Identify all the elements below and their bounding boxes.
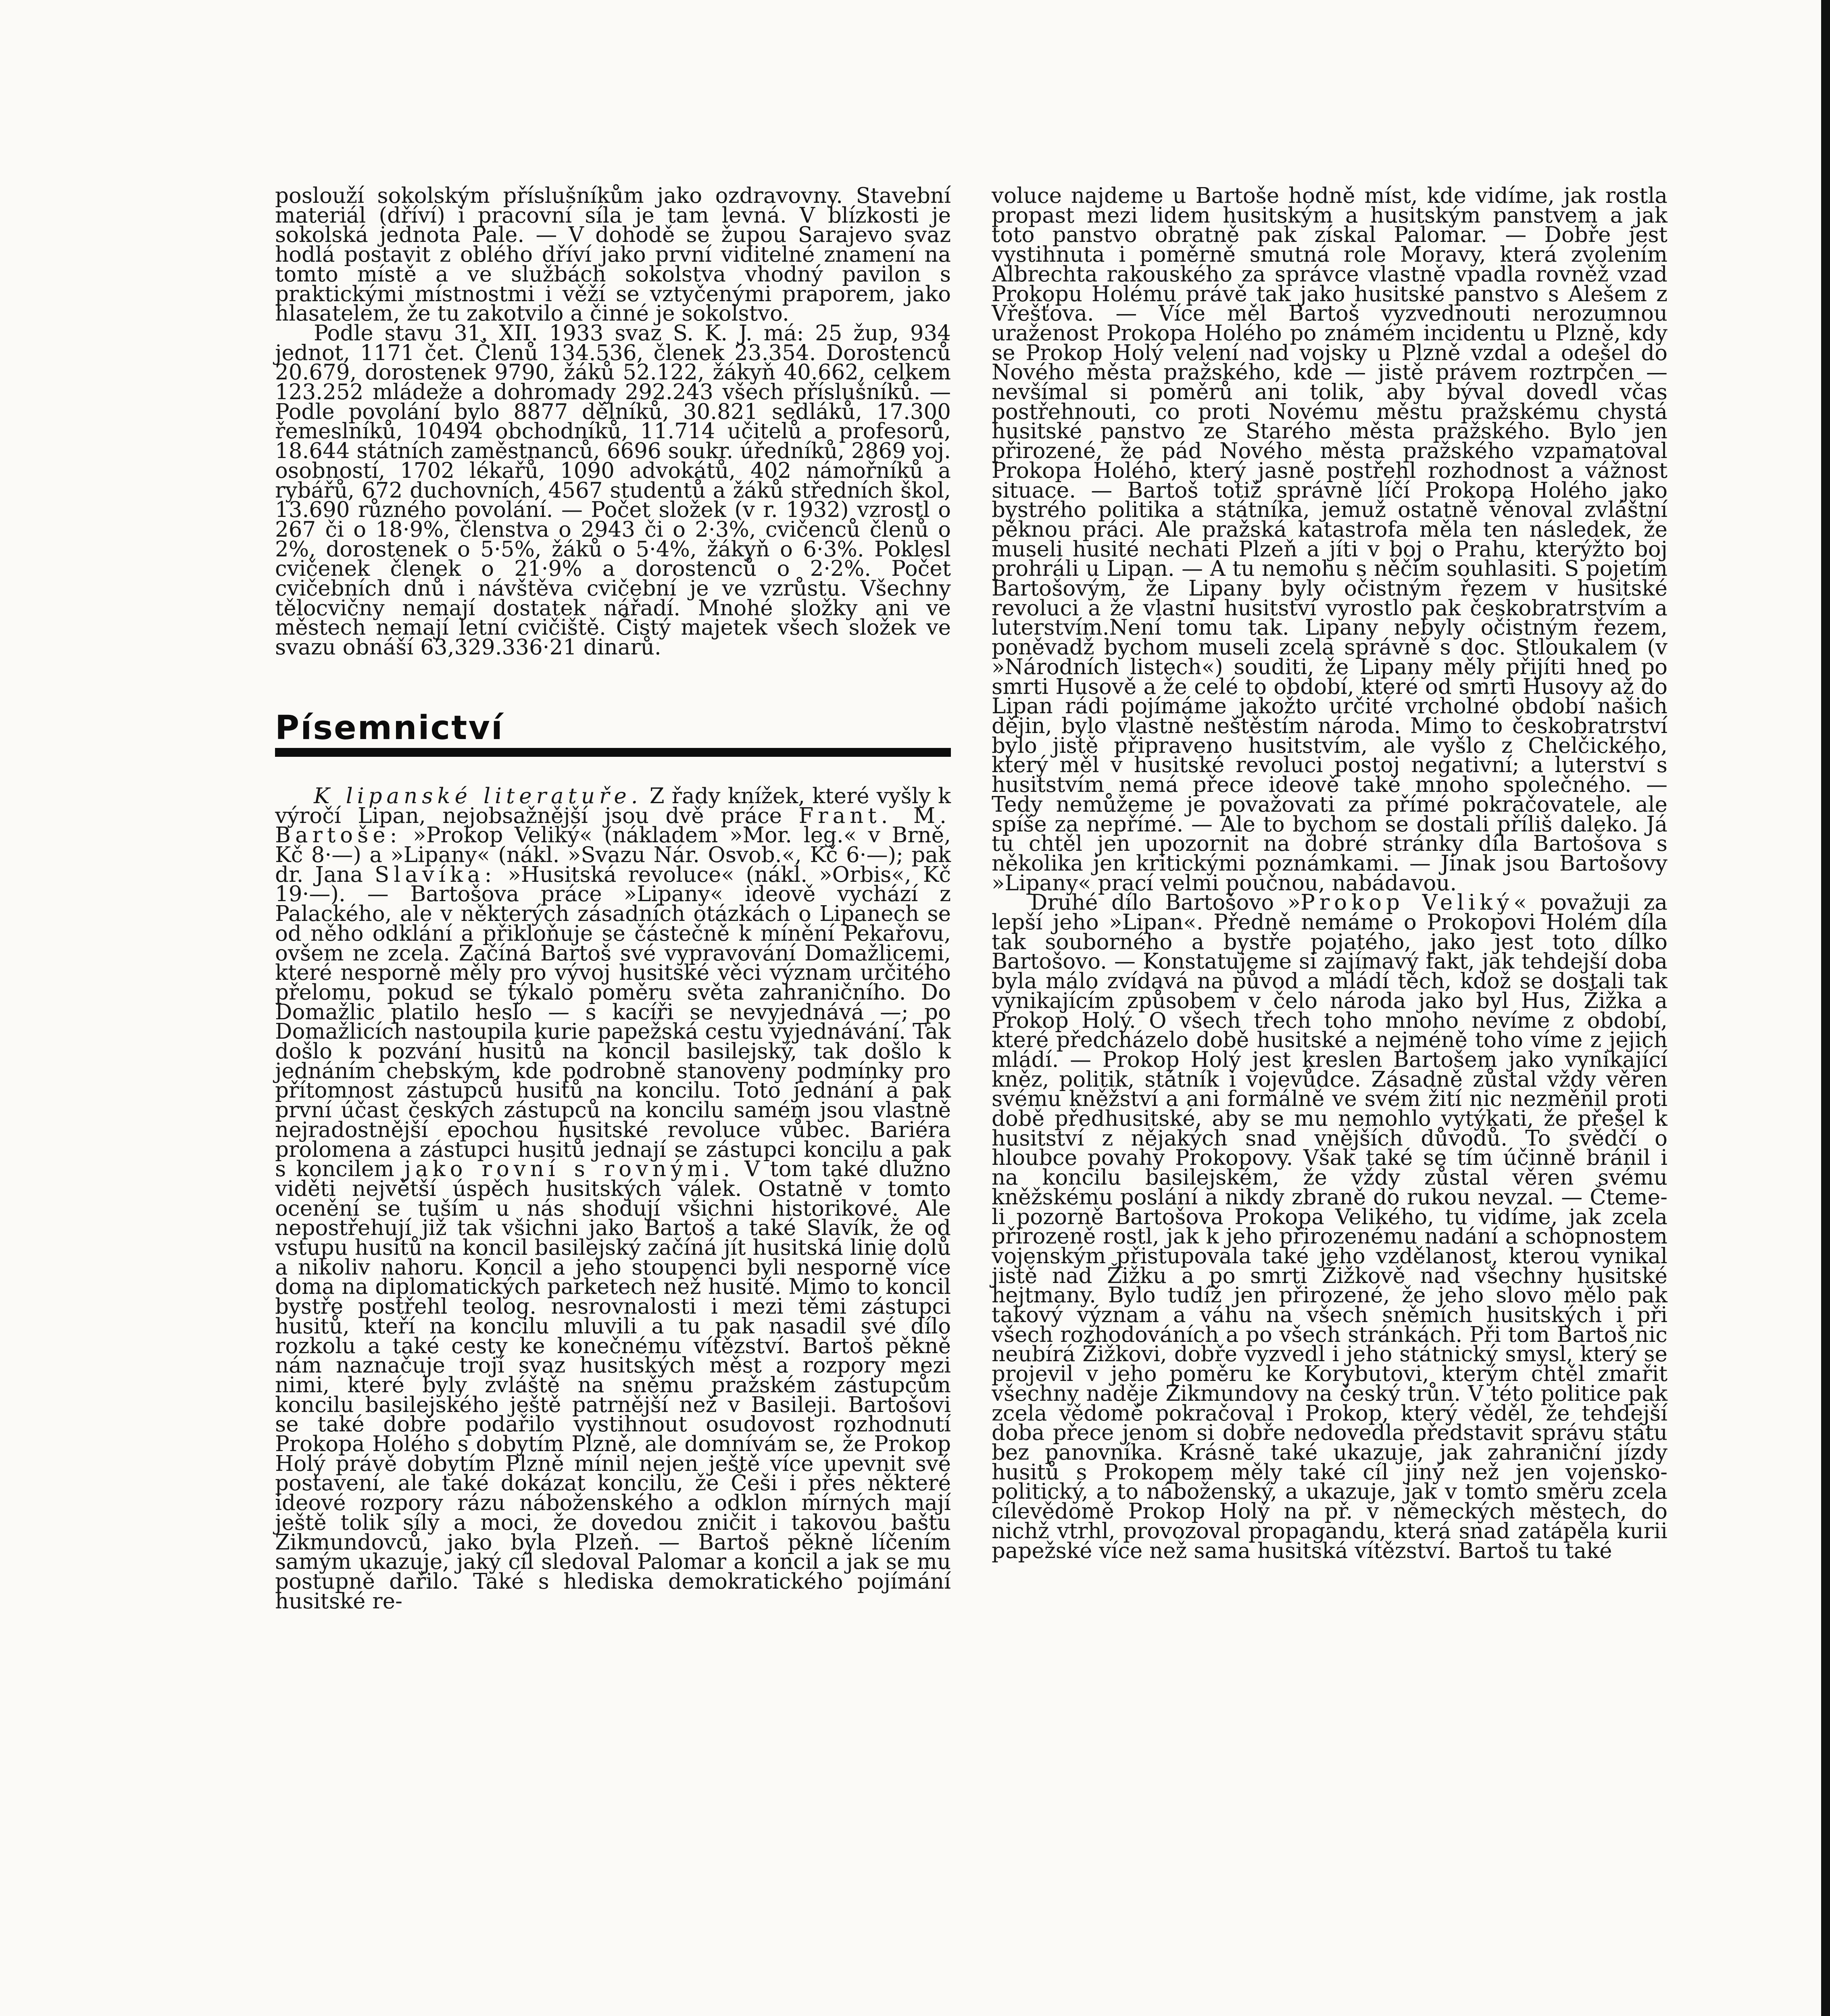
emphasis-equals-phrase: jako rovní s rovnými.: [404, 1157, 735, 1182]
work-title-prokop: Prokop Veliký: [1301, 890, 1514, 915]
intro-paragraph: poslouží sokolským příslušníkům jako ozdravovny. Stavební materiál (dříví) i pracovní síla je tam levná. V blízkosti je sokolská jednota Pale. — V dohodě se župou Sarajevo svaz hodlá postavit z oblého dříví jako první viditelné znamení na tomto místě a ve službách sokolstva vhodný pavilon s praktickými místnostmi i věží se vztyčenými praporem, jako hlasatelem, že tu zakotvilo a činné je sokolstvo.: [275, 183, 951, 326]
section-heading: Písemnictví: [275, 708, 504, 747]
second-work-text-a: Druhé dílo Bartošovo »: [1030, 890, 1301, 915]
second-work-text-b: « považuji za lepší jeho »Lipan«. Předně nemáme o Prokopovi Holém díla tak souborného a bystře pojatého, jako jest toto dílko Bartošovo. — Konstatujeme si zajímavý fakt, jak tehdejší doba byla málo zvídavá na původ a mládí těch, kdož se dostali tak vynikajícím způsobem v čelo národa jako byl Hus, Žižka a Prokop Holý. O všech třech toho mnoho nevíme z období, které předcházelo době husitské a nejméně toho víme z jejich mládí. — Prokop Holý jest kreslen Bartošem jako vynikající kněz, politik, státník i vojevůdce. Zásadně zůstal vždy věren svému kněžství a ani formálně ve svém žití nic nezměnil proti době předhusitské, aby se mu nemohlo vytýkati, že přešel k husitství z nějakých snad vnějších důvodů. To svědčí o hloubce povahy Prokopovy. Však také se tím účinně bránil i na koncilu basilejském, že vždy zůstal věren svému kněžskému poslání a nikdy zbraně do rukou nevzal. — Čteme-li pozorně Bartošova Prokopa Velikého, tu vidíme, jak zcela přirozeně rostl, jak k jeho přirozenému nadání a schopnostem vojenským přistupovala také jeho vzdělanost, kterou vynikal jistě nad Žižku a po smrti Žižkově nad všechny husitské hejtmany. Bylo tudíž jen přirozené, že jeho slovo mělo pak takový význam a váhu na všech sněmích husitských i při všech rozhodováních a po všech stránkách. Při tom Bartoš nic neubírá Žižkovi, dobře vyzvedl i jeho státnický smysl, který se projevil v jeho poměru ke Korybutovi, kterým chtěl zmařit všechny naděje Zikmundovy na český trůn. V této politice pak zcela vědomě pokračoval i Prokop, který věděl, že tehdejší doba přece jenom si dobře nedovedla představit správu státu bez panovníka. Krásně také ukazuje, jak zahraniční jízdy husitů s Prokopem měly také cíl jiný než jen vojensko-politický, a to náboženský, a ukazuje, jak v tomto směru zcela cílevědomě Prokop Holý na př. v německých městech, do nichž vtrhl, provozoval propagandu, která snad zatápěla kurii papežské více než sama husitská vítězství. Bartoš tu také: [992, 890, 1667, 1563]
author-name-slavik: Slavíka:: [374, 862, 496, 887]
author-name-bartos: Frant. M. Bartoše:: [275, 803, 951, 848]
continuation-paragraph: voluce najdeme u Bartoše hodně míst, kde vidíme, jak rostla propast mezi lidem husitským a husitským panstvem a jak toto panstvo obratně pak získal Palomar. — Dobře jest vystihnuta i poměrně smutná role Moravy, která zvolením Albrechta rakouského za správce vlastně vpadla rovněž vzad Prokopu Holému právě tak jako husitské panstvo s Alešem z Vřešťova. — Více měl Bartoš vyzvednouti nerozumnou uraženost Prokopa Holého po známém incidentu u Plzně, kdy se Prokop Holý velení nad vojsky u Plzně vzdal a odešel do Nového města pražského, kde — jistě právem roztrpčen — nevšímal si poměrů ani tolik, aby býval dovedl včas postřehnouti, co proti Novému městu pražskému chystá husitské panstvo ze Starého města pražského. Bylo jen přirozené, že pád Nového města pražského vzpamatoval Prokopa Holého, který jasně postřehl rozhodnost a vážnost situace. — Bartoš totiž správně líčí Prokopa Holého jako bystrého politika a státníka, jemuž ostatně věnoval zvláštní pěknou práci. Ale pražská katastrofa měla ten následek, že museli husité nechati Plzeň a jíti v boj o Prahu, kterýžto boj prohráli u Lipan. — A tu nemohu s něčím souhlasiti. S pojetím Bartošovým, že Lipany byly očistným řezem v husitské revoluci a že vlastní husitství vyrostlo pak českobratrstvím a luterstvím.Není tomu tak. Lipany nebyly očistným řezem, poněvadž bychom museli zcela správně s doc. Stloukalem (v »Národních listech«) souditi, že Lipany měly přijíti hned po smrti Husově a že celé to období, které od smrti Husovy až do Lipan rádi pojímáme jakožto určité vrcholné období našich dějin, bylo vlastně neštěstím národa. Mimo to českobratrství bylo jistě připraveno husitstvím, ale vyšlo z Chelčického, který měl v husitské revoluci postoj negativní; a luterství s husitstvím nemá přece ideově také mnoho společného. — Tedy nemůžeme je považovati za přímé pokračovatele, ale spíše za nepřímé. — Ale to bychom se dostali příliš daleko. Já tu chtěl jen upozornit na dobré stránky díla Bartošova s několika jen kritickými poznámkami. — Jinak jsou Bartošovy »Lipany« prací velmi poučnou, nabádavou.: [992, 183, 1667, 896]
article-text-a: Z řady knížek, které vyšly k výročí Lipan, nejobsažnější jsou dvě práce: [275, 783, 951, 828]
second-work-paragraph: [992, 890, 1667, 1563]
article-text-d: V tom také dlužno viděti největší úspěch husitských válek. Ostatně v tomto ocenění se tuším u nás shodují všichni historikové. Ale nepostřehují již tak všichni jako Bartoš a také Slavík, že od vstupu husitů na koncil basilejský začíná jít husitská linie dolů a nikoliv nahoru. Koncil a jeho stoupenci byli nesporně více doma na diplomatických parketech než husité. Mimo to koncil bystře postřehl teolog. nesrovnalosti i mezi těmi zástupci husitů, kteří na koncilu mluvili a tu pak nasadil své dílo rozkolu a také cesty ke konečnému vítězství. Bartoš pěkně nám naznačuje trojí svaz husitských měst a rozpory mezi nimi, které byly zvláště na sněmu pražském zástupcům koncilu basilejského ještě patrnější než v Basileji. Bartošovi se také dobře podařilo vystihnout osudovost rozhodnutí Prokopa Holého s dobytím Plzně, ale domnívám se, že Prokop Holý právě dobytím Plzně mínil nejen ještě více upevnit své postavení, ale také dokázat koncilu, že Češi i přes některé ideové rozpory rázu náboženského a odklon mírných mají ještě tolik síly a moci, že dovedou zničit i takovou baštu Zikmundovců, jako byla Plzeň. — Bartoš pěkně líčením samým ukazuje, jaký cíl sledoval Palomar a koncil a jak se mu postupně dařilo. Také s hlediska demokratického pojímání husitské re-: [275, 1157, 951, 1614]
article-paragraph: [275, 783, 951, 1614]
article-text-b: »Prokop Veliký« (nákladem »Mor. leg.« v Brně, Kč 8·—) a »Lipany« (nákl. »Svazu Nár. Osvob.«, Kč 6·—); pak dr. Jana: [275, 823, 951, 887]
article-title: K lipanské literatuře.: [314, 783, 642, 808]
statistics-paragraph: Podle stavu 31. XII. 1933 svaz S. K. J. má: 25 žup, 934 jednot, 1171 čet. Členů 134.536, členek 23.354. Dorostenců 20.679, dorostenek 9790, žáků 52.122, žákyň 40.662, celkem 123.252 mládeže a dohromady 292.243 všech příslušníků. — Podle povolání bylo 8877 dělníků, 30.821 sedláků, 17.300 řemeslníků, 10494 obchodníků, 11.714 učitelů a profesorů, 18.644 státních zaměstnanců, 6696 soukr. úředníků, 2869 voj. osobností, 1702 lékařů, 1090 advokátů, 402 námořníků a rybářů, 672 duchovních, 4567 studentů a žáků středních škol, 13.690 různého povolání. — Počet složek (v r. 1932) vzrostl o 267 či o 18·9%, členstva o 2943 či o 2·3%, cvičenců členů o 2%, dorostenek o 5·5%, žáků o 5·4%, žákyň o 6·3%. Poklesl cvičenek členek o 21·9% a dorostenců o 2·2%. Počet cvičebních dnů i návštěva cvičební je ve vzrůstu. Všechny tělocvičny nemají dostatek nářadí. Mnohé složky ani ve městech nemají letní cvičiště. Čistý majetek všech složek ve svazu obnáší 63,329.336·21 dinarů.: [275, 321, 951, 660]
article-text-c: »Husitská revoluce« (nákl. »Orbis«, Kč 19·—). — Bartošova práce »Lipany« ideově vychází z Palackého, ale v některých zásadních otázkách o Lipanech se od něho odklání a přikloňuje se částečně k mínění Pekařovu, ovšem ne zcela. Začíná Bartoš své vypravování Domažlicemi, které nesporně měly pro vývoj husitské věci význam určitého přelomu, pokud se týkalo poměru světa zahraničního. Do Domažlic platilo heslo — s kacíři se nevyjednává —; po Domažlicích nastoupila kurie papežská cestu vyjednávání. Tak došlo k pozvání husitů na koncil basilejský, tak došlo k jednáním chebským, kde podrobně stanoveny podmínky pro přítomnost zástupců husitů na koncilu. Toto jednání a pak první účast českých zástupců na koncilu samém jsou vlastně nejradostnější epochou husitské revoluce vůbec. Bariéra prolomena a zástupci husitů jednají se zástupci koncilu a pak s koncilem: [275, 862, 951, 1182]
scan-edge-right: [1821, 0, 1830, 2016]
section-heading-rule: [275, 748, 951, 757]
right-column: [992, 183, 1667, 1563]
left-column: [275, 183, 951, 1614]
